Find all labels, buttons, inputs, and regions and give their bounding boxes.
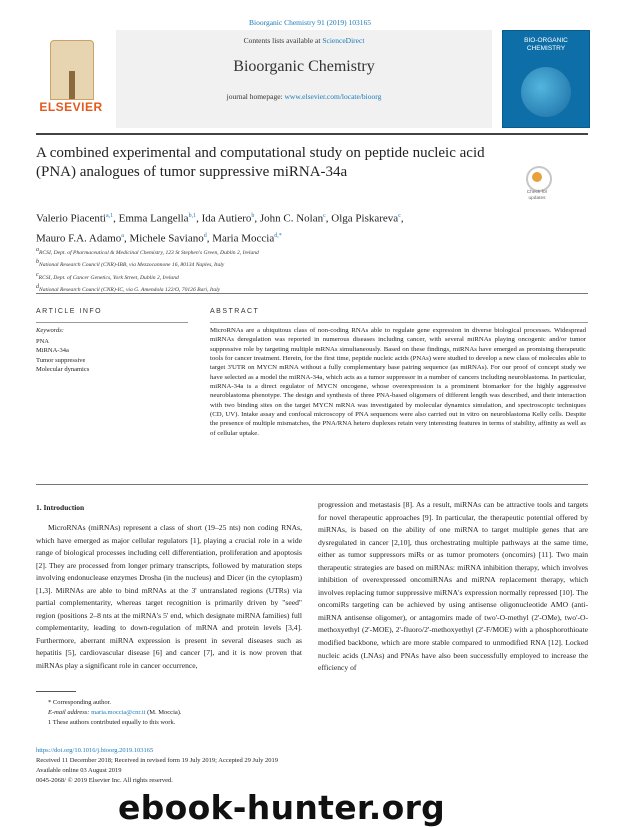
affiliation-text: National Research Council (CNR)-IC, via G. Amendola 122/O, 70126 Bari, Italy xyxy=(39,287,221,294)
corresponding-author-note: * Corresponding author. xyxy=(48,699,112,706)
journal-banner xyxy=(116,30,492,128)
author-affiliation-marker[interactable]: b,1 xyxy=(188,213,197,219)
affiliation-row xyxy=(36,246,596,258)
section-rule xyxy=(36,293,588,294)
check-for-updates-icon xyxy=(526,166,552,192)
author-affiliation-marker[interactable]: a xyxy=(121,232,124,239)
sciencedirect-link[interactable]: ScienceDirect xyxy=(322,36,365,45)
journal-reference[interactable]: Bioorganic Chemistry 91 (2019) 103165 xyxy=(249,18,371,27)
author-name[interactable]: Olga Piskareva xyxy=(331,212,399,225)
author-list xyxy=(36,208,596,247)
abstract-end-rule xyxy=(36,484,588,485)
doi-link[interactable]: https://doi.org/10.1016/j.bioorg.2019.103165 xyxy=(36,747,154,754)
introduction-heading: 1. Introduction xyxy=(36,503,85,512)
available-online-date: Available online 03 August 2019 xyxy=(36,767,122,774)
affiliation-label: d xyxy=(36,284,39,291)
keyword: Molecular dynamics xyxy=(36,365,90,373)
author-affiliation-marker[interactable]: b xyxy=(251,213,255,219)
author-separator: , xyxy=(400,212,404,225)
email-note xyxy=(36,708,336,718)
copyright-line: 0045-2068/ © 2019 Elsevier Inc. All rights reserved. xyxy=(36,777,173,784)
equal-contribution-note: 1 These authors contributed equally to this work. xyxy=(48,719,176,726)
keywords-list xyxy=(36,337,89,374)
author-affiliation-marker[interactable]: d xyxy=(203,232,207,239)
article-info-heading: ARTICLE INFO xyxy=(36,308,103,315)
publication-info xyxy=(36,746,356,786)
cover-title: BIO-ORGANIC CHEMISTRY xyxy=(524,37,568,52)
author-separator: , xyxy=(196,212,202,225)
author-name[interactable]: Maria Moccia xyxy=(212,232,275,245)
author-name[interactable]: Mauro F.A. Adamo xyxy=(36,232,122,245)
author-name[interactable]: John C. Nolan xyxy=(259,212,324,225)
affiliation-text: RCSI, Dept. of Cancer Genetics, York Street, Dublin 2, Ireland xyxy=(38,274,179,281)
keywords-label: Keywords: xyxy=(36,327,64,334)
keyword: PNA xyxy=(36,338,50,345)
footnote-rule xyxy=(36,691,76,692)
abstract-text: MicroRNAs are a ubiquitous class of non-coding RNAs able to regulate gene expression in diverse biological processes. Widespread miRNAs deregulation was reported in numerous diseases including cancer, with several miRNAs playing oncogenic and/or tumor suppressive role by targeting multiple mRNAs simultaneously. Based on these findings, miRNAs have emerged as promising therapeutic tools for cancer treatment. Herein, for the first time, peptide nucleic acids (PNAs) were studied to develop a new class of molecules able to target 3'UTR on MYCN mRNA without a fully complementary base pairing sequence (as miRNAs). For our proof of concept study we have selected as a model the miRNA-34a, which acts as a tumor suppressor in a number of cancers including neuroblastoma. In particular, miRNA-34a is a direct regulator of MYCN oncogene, whose overexpression is a prominent biomarker for the highly aggressive neuroblastoma phenotype. The design and synthesis of three PNA-based oligomers of different length was described, and their interaction with two binding sites on the target MYCN mRNA was investigated by molecular dynamics simulation, and spectroscopic techniques (CD, UV). Intake assay and confocal microscopy of PNA sequences were also carried out in vitro on neuroblastoma Kelly cells. Despite the presence of multiple mismatches, the PNA/RNA hetero duplexes retain very interesting features in terms of stability, affinity as well as of cellular uptake. xyxy=(210,327,586,437)
author-separator: , xyxy=(206,232,213,245)
contents-line xyxy=(116,36,492,45)
email-label: E-mail address: xyxy=(48,709,90,716)
received-dates: Received 11 December 2018; Received in revised form 19 July 2019; Accepted 29 July 2019 xyxy=(36,757,279,764)
author-separator: , xyxy=(325,212,332,225)
check-for-updates-badge[interactable] xyxy=(520,166,554,202)
email-suffix: (M. Moccia). xyxy=(147,709,182,716)
author-separator: , xyxy=(123,232,130,245)
author-name[interactable]: Emma Langella xyxy=(118,212,189,225)
affiliation-text: National Research Council (CNR)-IBB, via Mezzocannone 16, 80134 Naples, Italy xyxy=(39,262,225,269)
keyword: MiRNA-34a xyxy=(36,347,69,355)
affiliation-text: RCSI, Dept. of Pharmaceutical & Medicinal Chemistry, 123 St Stephen's Green, Dublin 2, Ireland xyxy=(39,249,259,256)
affiliation-row xyxy=(36,258,596,270)
footnotes xyxy=(36,698,336,728)
author-name[interactable]: Ida Autiero xyxy=(201,212,252,225)
author-affiliation-marker[interactable]: c xyxy=(398,213,401,219)
affiliation-label: c xyxy=(36,271,39,278)
contents-prefix: Contents lists available at xyxy=(243,36,321,45)
check-for-updates-label: Check for updates xyxy=(526,190,548,201)
author-name[interactable]: Valerio Piacenti xyxy=(36,212,106,225)
author-affiliation-marker[interactable]: a,1 xyxy=(105,213,114,219)
author-affiliation-marker[interactable]: d,* xyxy=(274,232,282,239)
header-rule xyxy=(36,133,588,135)
journal-title: Bioorganic Chemistry xyxy=(233,58,375,75)
author-separator: , xyxy=(254,212,260,225)
affiliation-row xyxy=(36,271,596,283)
author-name[interactable]: Michele Saviano xyxy=(129,232,204,245)
journal-cover[interactable] xyxy=(502,30,590,128)
author-affiliation-marker[interactable]: c xyxy=(323,213,326,219)
article-info-rule xyxy=(36,322,188,323)
tree-icon xyxy=(50,40,94,100)
watermark: ebook-hunter.org xyxy=(118,788,446,827)
introduction-right-column: progression and metastasis [8]. As a result, miRNAs can be attractive tools and targets for novel therapeutic approaches [9]. In particular, the therapeutic potential offered by miRNAs, is based on the ability of one miRNA to target multiple genes that are dysregulated in cancer [2,10], thus orchestrating multiple pathways at the same time, either as tumor suppressors miRs or as tumor promoters (oncomirs) [11]. Two main therapeutic strategies are based on miRNAs: miRNA inhibition therapy, which involves inhibition of overexpressed oncomiRNAs and miRNA replacement therapy, which involves replacing tumor suppressive miRNA's expression normally repressed [10]. The oncomiRs targeting can be achieved by using antisense oligonucleotide AMO (anti-miRNA antisense oligomer), or antagomirs made of two'-O-methyl (2'-OMe), two'-O-methoxyethyl (2'-MOE), 2'-fluoro/2'-methoxyethyl (2'-F/MOE) with a phosphorothioate modified backbone, which are more stable compared to unmodified RNA [12]. Locked nucleic acids (LNAs) and PNAs have also been successfully employed to increase the efficiency of xyxy=(318,500,588,673)
affiliation-label: b xyxy=(36,259,39,266)
email-link[interactable]: maria.moccia@cnr.it xyxy=(91,709,146,716)
affiliation-label: a xyxy=(36,247,39,253)
article-title: A combined experimental and computational study on peptide nucleic acid (PNA) analogues of tumor suppressive miRNA-34a xyxy=(36,145,485,180)
keyword: Tumor suppressive xyxy=(36,356,86,364)
cover-art xyxy=(521,67,571,117)
journal-header xyxy=(36,30,588,128)
elsevier-wordmark: ELSEVIER xyxy=(39,100,103,114)
author-separator: , xyxy=(113,212,119,225)
affiliations xyxy=(36,246,596,296)
homepage-prefix: journal homepage: xyxy=(226,92,283,101)
elsevier-logo xyxy=(36,30,106,128)
homepage-link[interactable]: www.elsevier.com/locate/bioorg xyxy=(284,92,382,101)
abstract-heading: ABSTRACT xyxy=(210,308,260,315)
introduction-left-column: MicroRNAs (miRNAs) represent a class of short (19–25 nts) non coding RNAs, which have emerged as major cellular regulators [1], playing a crucial role in a wide range of biological processes including cell differentiation, proliferation and apoptosis [2]. They are processed from longer primary transcripts, followed by maturation steps involving endonuclease enzymes Drosha (in the nucleus) and Dicer (in the cytoplasm) [1,3]. MiRNAs are able to bind mRNAs at the 3' untranslated regions (UTRs) via partial complementarity, whereas target recognition is primarily driven by "seed" region (positions 2–8 nts at the miRNA's 5' end, which designate miRNA families) full complementarity, leading to down-regulation of mRNA and protein levels [3,4]. Furthermore, aberrant miRNA expression is present in several diseases such as hepatitis [5], cardiovascular disease [6] and cancer [7], and it is now proven that miRNAs play a significant role in cancer occurrence, xyxy=(36,523,302,671)
homepage-line xyxy=(116,92,492,101)
abstract-rule xyxy=(210,322,588,323)
